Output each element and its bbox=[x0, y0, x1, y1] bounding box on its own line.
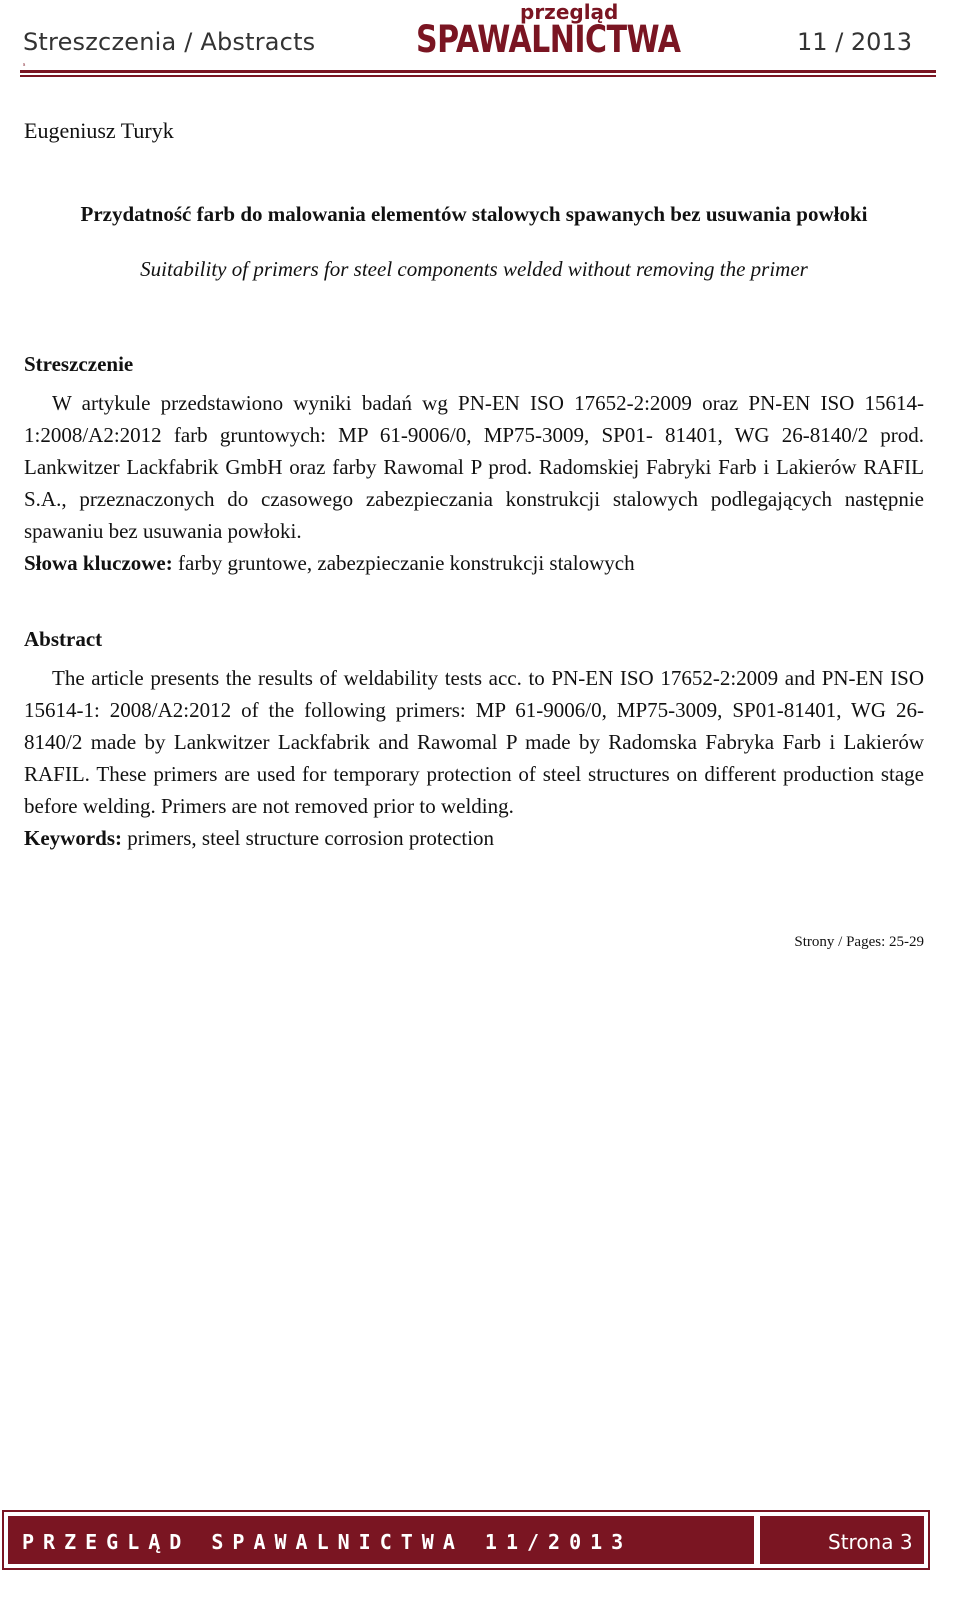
footer-page-number: Strona 3 bbox=[828, 1530, 913, 1554]
logo-main-text: SPAWALNICTWA bbox=[416, 18, 681, 62]
page-range: Strony / Pages: 25-29 bbox=[794, 934, 924, 950]
streszczenie-heading: Streszczenie bbox=[24, 352, 134, 376]
slowa-kluczowe-line bbox=[24, 547, 924, 579]
streszczenie-paragraph: W artykule przedstawiono wyniki badań wg PN-EN ISO 17652-2:2009 oraz PN-EN ISO 15614-1:2008/A2:2012 farb gruntowych: MP 61-9006/0, MP75-3009, SP01- 81401, WG 26-8140/2 prod. Lankwitzer Lackfabrik GmbH oraz farby Rawomal P prod. Radomskiej Fabryki Farb i Lakierów RAFIL S.A., przeznaczonych do czasowego zabezpieczania konstrukcji stalowych podlegających następnie spawaniu bez usuwania powłoki. bbox=[24, 391, 924, 543]
header-rule-thin bbox=[20, 75, 936, 77]
header-mark: s bbox=[23, 62, 26, 68]
footer-band bbox=[8, 1516, 924, 1564]
author-name: Eugeniusz Turyk bbox=[24, 118, 174, 143]
abstract-paragraph: The article presents the results of weldability tests acc. to PN-EN ISO 17652-2:2009 and PN-EN ISO 15614-1: 2008/A2:2012 of the following primers: MP 61-9006/0, MP75-3009, SP01-81401, WG 26-8140/2 made by Lankwitzer Lackfabrik and Rawomal P made by Radomska Fabryka Farb i Lakierów RAFIL. These primers are used for temporary protection of steel structures on different production stage before welding. Primers are not removed prior to welding. bbox=[24, 666, 924, 818]
header-rule bbox=[20, 70, 936, 77]
header-section-label: Streszczenia / Abstracts bbox=[23, 28, 316, 56]
footer-separator bbox=[754, 1516, 760, 1564]
title-english: Suitability of primers for steel components welded without removing the primer bbox=[140, 257, 808, 281]
journal-logo bbox=[410, 0, 681, 62]
header-rule-thick bbox=[20, 70, 936, 73]
footer-journal: PRZEGLĄD SPAWALNICTWA 11/2013 bbox=[22, 1530, 633, 1554]
keywords-label: Keywords: bbox=[24, 826, 122, 850]
page-header bbox=[20, 0, 936, 80]
logo-small-text: przegląd bbox=[520, 0, 619, 24]
article-content bbox=[24, 118, 924, 854]
keywords-line bbox=[24, 822, 924, 854]
abstract-heading: Abstract bbox=[24, 627, 103, 651]
slowa-kluczowe-label: Słowa kluczowe: bbox=[24, 551, 173, 575]
header-issue: 11 / 2013 bbox=[797, 28, 912, 56]
title-polish: Przydatność farb do malowania elementów stalowych spawanych bez usuwania powłoki bbox=[80, 202, 868, 226]
keywords-text: primers, steel structure corrosion protection bbox=[122, 826, 495, 850]
page-footer bbox=[2, 1510, 930, 1570]
slowa-kluczowe-text: farby gruntowe, zabezpieczanie konstrukcji stalowych bbox=[172, 551, 635, 575]
